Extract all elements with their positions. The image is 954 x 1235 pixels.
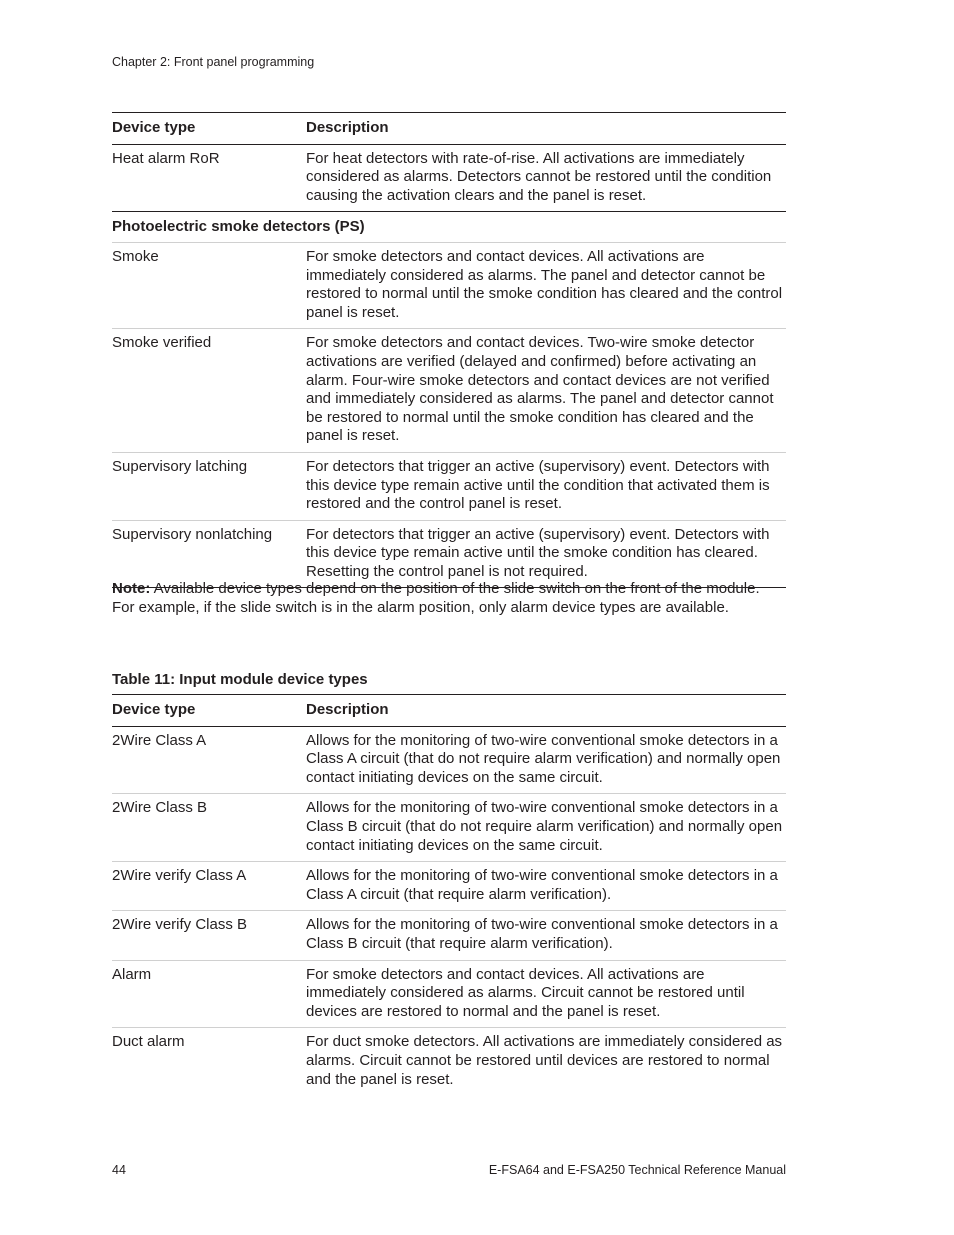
note-text: Available device types depend on the position of the slide switch on the front of the module. For example, if the slide switch is in the alarm position, only alarm device types are available. <box>112 580 760 616</box>
device-type-cell: Smoke <box>112 242 306 328</box>
column-header-description: Description <box>306 113 786 145</box>
description-cell: For duct smoke detectors. All activations are immediately considered as alarms. Circuit cannot be restored until devices are restored to normal and the panel is reset. <box>306 1028 786 1095</box>
device-type-cell: Smoke verified <box>112 329 306 453</box>
table-row <box>112 911 786 960</box>
table-row <box>112 520 786 588</box>
manual-title: E-FSA64 and E-FSA250 Technical Reference Manual <box>488 1163 786 1177</box>
device-type-cell: Supervisory latching <box>112 452 306 520</box>
note-label: Note: <box>112 580 151 597</box>
chapter-header: Chapter 2: Front panel programming <box>112 55 315 69</box>
column-header-device-type: Device type <box>112 113 306 145</box>
device-type-cell: 2Wire Class B <box>112 794 306 862</box>
table-row <box>112 452 786 520</box>
column-header-description: Description <box>306 695 786 727</box>
description-cell: For smoke detectors and contact devices. All activations are immediately considered as alarms. Circuit cannot be restored until devices are restored to normal and the panel is reset. <box>306 960 786 1028</box>
device-type-cell: Supervisory nonlatching <box>112 520 306 588</box>
description-cell: For detectors that trigger an active (supervisory) event. Detectors with this device type remain active until the condition that activated them is restored and the control panel is reset. <box>306 452 786 520</box>
table-subheading-row <box>112 212 786 243</box>
table-row <box>112 862 786 911</box>
table-caption: Table 11: Input module device types <box>112 671 368 688</box>
table-row <box>112 960 786 1028</box>
input-module-device-types-table <box>112 694 786 1095</box>
column-header-device-type: Device type <box>112 695 306 727</box>
description-cell: For smoke detectors and contact devices. Two-wire smoke detector activations are verified (delayed and confirmed) before activating an alarm. Four-wire smoke detectors and contact devices are not verified and immediately considered as alarms. The panel and detector cannot be restored to normal until the smoke condition has cleared and the panel is reset. <box>306 329 786 453</box>
table-row <box>112 144 786 212</box>
table-row <box>112 1028 786 1095</box>
table-subheading: Photoelectric smoke detectors (PS) <box>112 212 786 243</box>
device-type-cell: 2Wire verify Class B <box>112 911 306 960</box>
device-type-cell: 2Wire Class A <box>112 731 207 749</box>
device-type-cell: 2Wire verify Class A <box>112 862 306 911</box>
table-header-row <box>112 113 786 145</box>
device-type-table-continued <box>112 112 786 588</box>
description-cell: For heat detectors with rate-of-rise. All activations are immediately considered as alarms. Detectors cannot be restored until the condition causing the activation clears and the panel is reset. <box>306 149 772 204</box>
note-paragraph <box>112 580 786 617</box>
table-row <box>112 329 786 453</box>
page-number: 44 <box>112 1163 126 1177</box>
device-type-cell: Heat alarm RoR <box>112 149 220 167</box>
description-cell: Allows for the monitoring of two-wire conventional smoke detectors in a Class B circuit (that do not require alarm verification) and normally open contact initiating devices on the same circuit. <box>306 794 786 862</box>
table-row <box>112 242 786 328</box>
description-cell: For detectors that trigger an active (supervisory) event. Detectors with this device type remain active until the smoke condition has cleared. Resetting the control panel is not required. <box>306 520 786 588</box>
device-type-cell: Duct alarm <box>112 1028 306 1095</box>
description-cell: Allows for the monitoring of two-wire conventional smoke detectors in a Class A circuit (that do not require alarm verification) and normally open contact initiating devices on the same circuit. <box>306 731 781 786</box>
description-cell: Allows for the monitoring of two-wire conventional smoke detectors in a Class A circuit (that require alarm verification). <box>306 862 786 911</box>
table-row <box>112 794 786 862</box>
description-cell: For smoke detectors and contact devices. All activations are immediately considered as alarms. The panel and detector cannot be restored to normal until the smoke condition has cleared and the control panel is reset. <box>306 242 786 328</box>
description-cell: Allows for the monitoring of two-wire conventional smoke detectors in a Class B circuit (that require alarm verification). <box>306 911 786 960</box>
table-row <box>112 726 786 794</box>
device-type-cell: Alarm <box>112 960 306 1028</box>
table-header-row <box>112 695 786 727</box>
